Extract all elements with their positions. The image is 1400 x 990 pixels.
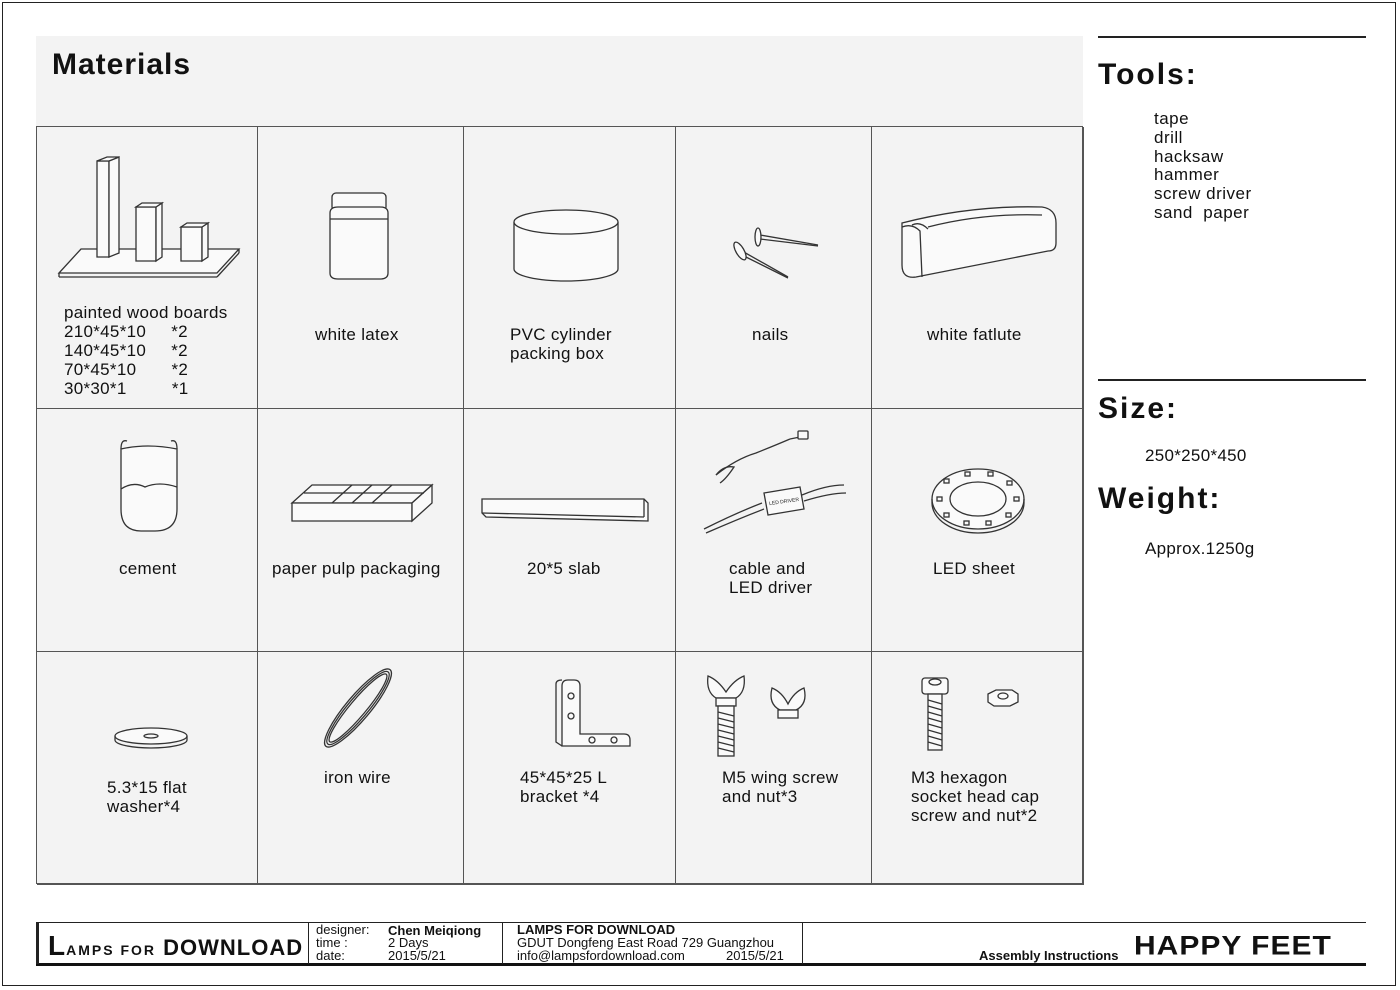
material-cell-led-sheet — [872, 409, 1084, 652]
material-label: LED sheet — [933, 559, 1016, 578]
svg-text:LED DRIVER: LED DRIVER — [768, 496, 800, 508]
cement-bag-icon — [37, 409, 258, 652]
company-name: LAMPS FOR DOWNLOAD — [517, 922, 676, 937]
material-label: paper pulp packaging — [272, 559, 441, 578]
tool-item: screw driver — [1154, 184, 1252, 204]
material-label: M5 wing screw and nut*3 — [722, 768, 839, 806]
document-type: Assembly Instructions — [979, 948, 1119, 963]
material-cell-nails — [676, 127, 872, 409]
led-ring-icon — [872, 409, 1084, 652]
size-value: 250*250*450 — [1145, 446, 1247, 465]
material-cell-washer — [37, 652, 258, 885]
weight-title: Weight: — [1098, 482, 1222, 515]
material-cell-cement — [37, 409, 258, 652]
footer-bottom-line — [36, 963, 1366, 966]
tools-divider — [1098, 36, 1366, 38]
material-label: 5.3*15 flat washer*4 — [107, 778, 187, 816]
material-cell-paper-pulp — [258, 409, 464, 652]
material-cell-cable-driver — [676, 409, 872, 652]
footer-left-edge — [36, 922, 39, 964]
pulp-tray-icon — [258, 409, 464, 652]
material-label: nails — [752, 325, 789, 344]
material-label: white fatlute — [927, 325, 1022, 344]
material-cell-wing-screw — [676, 652, 872, 885]
material-label: M3 hexagon socket head cap screw and nut*2 — [911, 768, 1040, 825]
size-divider — [1098, 379, 1366, 381]
materials-header — [36, 36, 1083, 127]
date-value: 2015/5/21 — [388, 948, 446, 963]
footer-divider — [502, 922, 503, 964]
material-label: 20*5 slab — [527, 559, 601, 578]
material-cell-white-latex — [258, 127, 464, 409]
material-label: cement — [119, 559, 177, 578]
time-value: 2 Days — [388, 935, 429, 950]
footer-divider — [802, 922, 803, 964]
weight-value: Approx.1250g — [1145, 539, 1255, 558]
materials-title: Materials — [52, 48, 192, 81]
washer-icon — [37, 652, 258, 885]
cable-driver-icon — [676, 409, 872, 652]
tools-title: Tools: — [1098, 58, 1198, 91]
material-label: 45*45*25 L bracket *4 — [520, 768, 608, 806]
designer-value: Chen Meiqiong — [388, 923, 482, 938]
product-name: HAPPY FEET — [1134, 931, 1332, 961]
material-cell-white-fatlute — [872, 127, 1084, 409]
material-cell-wood-boards — [37, 127, 258, 409]
material-label: painted wood boards 210*45*10 *2 140*45*10 *2 70*45*10 *2 30*30*1 *1 — [64, 303, 228, 398]
company-address: GDUT Dongfeng East Road 729 Guangzhou — [517, 935, 775, 950]
tool-item: sand paper — [1154, 202, 1250, 222]
slab-icon — [464, 409, 676, 652]
material-cell-l-bracket — [464, 652, 676, 885]
latex-jar-icon — [258, 127, 464, 409]
company-date: 2015/5/21 — [726, 948, 784, 963]
tool-item: drill — [1154, 127, 1183, 147]
footer-divider — [308, 922, 309, 964]
designer-label: designer: — [316, 922, 370, 937]
material-cell-pvc-cylinder — [464, 127, 676, 409]
fatlute-icon — [872, 127, 1084, 409]
material-cell-hex-screw — [872, 652, 1084, 885]
time-label: time : — [316, 935, 348, 950]
size-title: Size: — [1098, 392, 1179, 425]
tool-item: hammer — [1154, 165, 1220, 185]
brand-logo: LAMPS FOR DOWNLOAD — [48, 930, 304, 961]
materials-grid — [36, 126, 1083, 884]
tool-item: hacksaw — [1154, 146, 1224, 166]
material-label: iron wire — [324, 768, 391, 787]
material-label: cable and LED driver — [729, 559, 813, 597]
company-email: info@lampsfordownload.com — [517, 948, 685, 963]
tool-item: tape — [1154, 109, 1190, 128]
footer-top-line — [36, 922, 1366, 923]
tools-list — [1154, 110, 1252, 223]
title-block — [36, 922, 1366, 966]
pvc-cylinder-icon — [464, 127, 676, 409]
material-cell-slab — [464, 409, 676, 652]
nails-icon — [676, 127, 872, 409]
material-cell-iron-wire — [258, 652, 464, 885]
material-label: white latex — [315, 325, 399, 344]
date-label: date: — [316, 948, 345, 963]
material-label: PVC cylinder packing box — [510, 325, 612, 363]
